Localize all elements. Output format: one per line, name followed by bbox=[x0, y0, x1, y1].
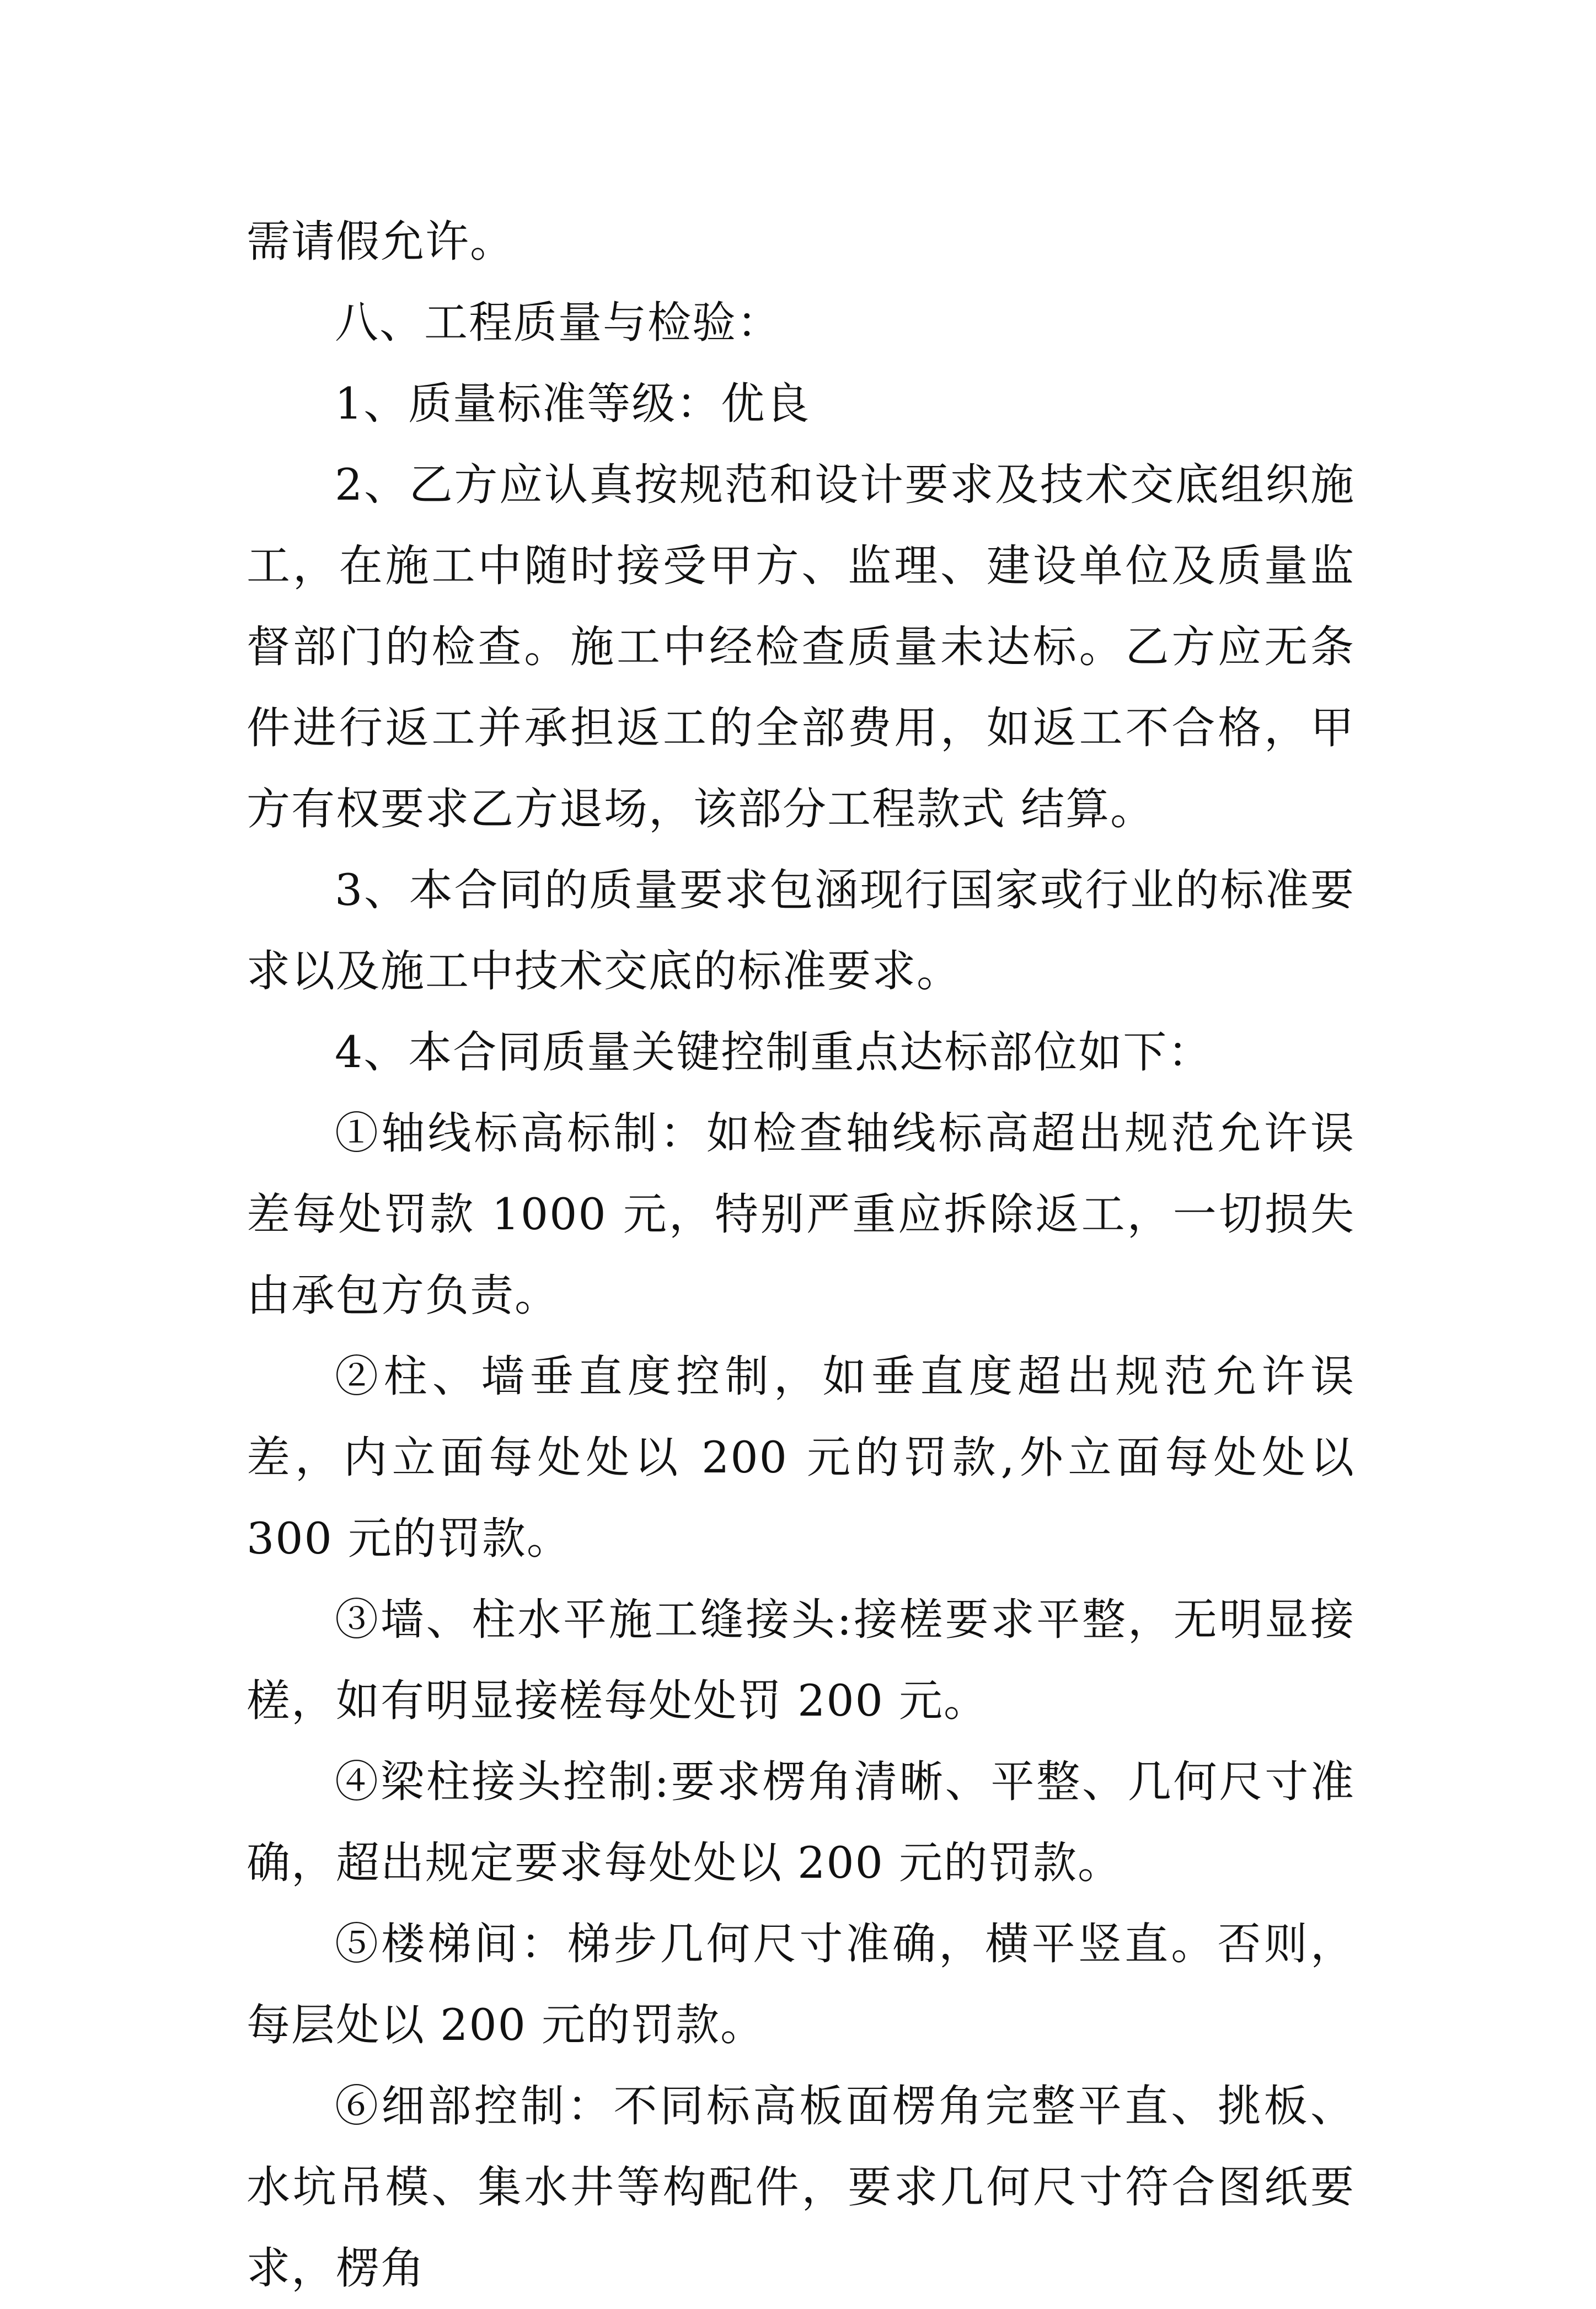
item-detail-control: ⑥细部控制：不同标高板面楞角完整平直、挑板、水坑吊模、集水井等构配件，要求几何尺寸符合图纸要求，楞角 bbox=[247, 2081, 1355, 2294]
clause-quality-grade: 1、质量标准等级：优良 bbox=[335, 378, 811, 429]
section-heading: 八、工程质量与检验： bbox=[335, 297, 781, 348]
item-beam-column-joint: ④梁柱接头控制:要求楞角清晰、平整、几何尺寸准确，超出规定要求每处处以 200 元的罚款。 bbox=[247, 1756, 1355, 1888]
item-axis-elevation: ①轴线标高标制：如检查轴线标高超出规范允许误差每处罚款 1000 元，特别严重应拆除返工，一切损失由承包方负责。 bbox=[247, 1108, 1355, 1321]
clause-construction-inspection: 2、乙方应认真按规范和设计要求及技术交底组织施工，在施工中随时接受甲方、监理、建设单位及质量监督部门的检查。施工中经检查质量未达标。乙方应无条件进行返工并承担返工的全部费用，如返工不合格，甲方有权要求乙方退场，该部分工程款式 结算。 bbox=[247, 459, 1355, 834]
item-stairwell: ⑤楼梯间：梯步几何尺寸准确，横平竖直。否则，每层处以 200 元的罚款。 bbox=[247, 1919, 1355, 2050]
clause-key-control-points: 4、本合同质量关键控制重点达标部位如下： bbox=[335, 1027, 1213, 1078]
paragraph-continuation: 需请假允许。 bbox=[247, 216, 515, 267]
item-verticality: ②柱、墙垂直度控制，如垂直度超出规范允许误差，内立面每处处以 200 元的罚款,外立面每处处以 300 元的罚款。 bbox=[247, 1351, 1355, 1564]
clause-quality-requirements: 3、本合同的质量要求包涵现行国家或行业的标准要求以及施工中技术交底的标准要求。 bbox=[247, 865, 1355, 997]
document-body bbox=[247, 201, 1355, 2309]
item-construction-joint: ③墙、柱水平施工缝接头:接槎要求平整，无明显接槎，如有明显接槎每处处罚 200 元。 bbox=[247, 1594, 1355, 1726]
